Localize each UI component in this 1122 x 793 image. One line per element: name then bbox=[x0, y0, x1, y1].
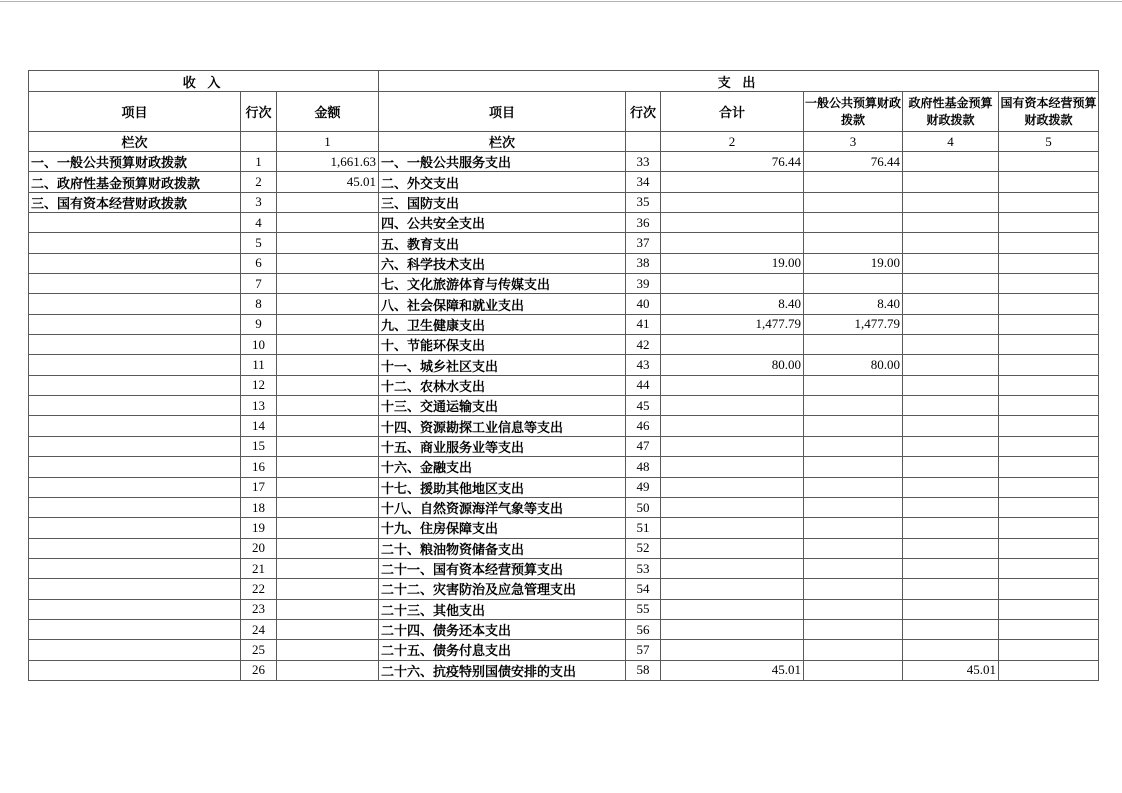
expenditure-total-cell: 80.00 bbox=[661, 355, 804, 375]
expenditure-fund-cell bbox=[903, 314, 999, 334]
expenditure-general-cell: 80.00 bbox=[804, 355, 903, 375]
income-amount-cell bbox=[277, 477, 379, 497]
expenditure-total-cell bbox=[661, 599, 804, 619]
expenditure-item-cell: 二十六、抗疫特别国债安排的支出 bbox=[379, 660, 626, 680]
expenditure-colindex-label: 栏次 bbox=[379, 132, 626, 152]
expenditure-item-cell: 三、国防支出 bbox=[379, 192, 626, 212]
income-rowno-cell: 3 bbox=[241, 192, 277, 212]
expenditure-capital-cell bbox=[999, 497, 1099, 517]
expenditure-total-cell bbox=[661, 538, 804, 558]
expenditure-item-cell: 二十四、债务还本支出 bbox=[379, 619, 626, 639]
expenditure-general-cell bbox=[804, 497, 903, 517]
expenditure-general-cell bbox=[804, 274, 903, 294]
income-rowno-cell: 16 bbox=[241, 457, 277, 477]
income-rowno-colindex bbox=[241, 132, 277, 152]
expenditure-capital-cell bbox=[999, 192, 1099, 212]
income-rowno-cell: 13 bbox=[241, 396, 277, 416]
expenditure-capital-cell bbox=[999, 213, 1099, 233]
income-colindex-label: 栏次 bbox=[29, 132, 241, 152]
column-header-row bbox=[29, 92, 1099, 132]
income-item-cell bbox=[29, 619, 241, 639]
income-item-cell bbox=[29, 599, 241, 619]
table-row bbox=[29, 274, 1099, 294]
expenditure-item-cell: 四、公共安全支出 bbox=[379, 213, 626, 233]
income-amount-cell: 45.01 bbox=[277, 172, 379, 192]
expenditure-item-cell: 二、外交支出 bbox=[379, 172, 626, 192]
expenditure-fund-cell bbox=[903, 579, 999, 599]
expenditure-fund-cell bbox=[903, 538, 999, 558]
table-row bbox=[29, 477, 1099, 497]
expenditure-item-cell: 九、卫生健康支出 bbox=[379, 314, 626, 334]
expenditure-rowno-cell: 48 bbox=[626, 457, 661, 477]
income-item-cell bbox=[29, 294, 241, 314]
expenditure-item-cell: 十四、资源勘探工业信息等支出 bbox=[379, 416, 626, 436]
expenditure-general-cell bbox=[804, 640, 903, 660]
income-rowno-cell: 26 bbox=[241, 660, 277, 680]
expenditure-rowno-cell: 58 bbox=[626, 660, 661, 680]
expenditure-item-cell: 一、一般公共服务支出 bbox=[379, 152, 626, 172]
expenditure-general-cell bbox=[804, 599, 903, 619]
income-rowno-cell: 17 bbox=[241, 477, 277, 497]
income-rowno-cell: 12 bbox=[241, 375, 277, 395]
expenditure-general-cell bbox=[804, 213, 903, 233]
income-rowno-cell: 1 bbox=[241, 152, 277, 172]
table-row bbox=[29, 518, 1099, 538]
expenditure-rowno-cell: 38 bbox=[626, 253, 661, 273]
income-amount-cell bbox=[277, 457, 379, 477]
expenditure-rowno-cell: 44 bbox=[626, 375, 661, 395]
expenditure-fund-cell bbox=[903, 518, 999, 538]
expenditure-rowno-cell: 46 bbox=[626, 416, 661, 436]
expenditure-general-cell bbox=[804, 660, 903, 680]
expenditure-capital-cell bbox=[999, 335, 1099, 355]
expenditure-total-cell bbox=[661, 335, 804, 355]
expenditure-capital-cell bbox=[999, 152, 1099, 172]
income-amount-cell bbox=[277, 335, 379, 355]
expenditure-rowno-cell: 57 bbox=[626, 640, 661, 660]
expenditure-total-cell bbox=[661, 213, 804, 233]
income-item-cell bbox=[29, 375, 241, 395]
expenditure-fund-cell bbox=[903, 355, 999, 375]
expenditure-capital-cell bbox=[999, 355, 1099, 375]
expenditure-rowno-cell: 35 bbox=[626, 192, 661, 212]
income-rowno-cell: 11 bbox=[241, 355, 277, 375]
table-row bbox=[29, 375, 1099, 395]
expenditure-total-cell: 8.40 bbox=[661, 294, 804, 314]
table-row bbox=[29, 253, 1099, 273]
expenditure-total-cell: 76.44 bbox=[661, 152, 804, 172]
table-row bbox=[29, 233, 1099, 253]
expenditure-general-cell bbox=[804, 436, 903, 456]
income-item-cell bbox=[29, 274, 241, 294]
expenditure-item-cell: 二十、粮油物资储备支出 bbox=[379, 538, 626, 558]
expenditure-item-cell: 二十一、国有资本经营预算支出 bbox=[379, 558, 626, 578]
expenditure-total-cell bbox=[661, 579, 804, 599]
expenditure-fund-cell bbox=[903, 497, 999, 517]
expenditure-rowno-colindex bbox=[626, 132, 661, 152]
table-row bbox=[29, 192, 1099, 212]
income-amount-cell bbox=[277, 497, 379, 517]
expenditure-general-colindex: 3 bbox=[804, 132, 903, 152]
income-item-cell bbox=[29, 335, 241, 355]
expenditure-item-cell: 五、教育支出 bbox=[379, 233, 626, 253]
expenditure-capital-cell bbox=[999, 518, 1099, 538]
income-rowno-cell: 6 bbox=[241, 253, 277, 273]
expenditure-total-cell bbox=[661, 619, 804, 639]
table-row bbox=[29, 558, 1099, 578]
page-top-border bbox=[0, 1, 1122, 2]
expenditure-total-cell bbox=[661, 436, 804, 456]
income-amount-cell bbox=[277, 640, 379, 660]
expenditure-item-cell: 十八、自然资源海洋气象等支出 bbox=[379, 497, 626, 517]
expenditure-item-cell: 二十二、灾害防治及应急管理支出 bbox=[379, 579, 626, 599]
expenditure-total-cell bbox=[661, 497, 804, 517]
expenditure-fund-cell bbox=[903, 396, 999, 416]
expenditure-rowno-cell: 49 bbox=[626, 477, 661, 497]
income-rowno-header: 行次 bbox=[241, 92, 277, 132]
income-rowno-cell: 20 bbox=[241, 538, 277, 558]
expenditure-rowno-cell: 40 bbox=[626, 294, 661, 314]
expenditure-capital-cell bbox=[999, 396, 1099, 416]
expenditure-state-capital-header: 国有资本经营预算财政拨款 bbox=[999, 92, 1099, 132]
income-rowno-cell: 24 bbox=[241, 619, 277, 639]
income-amount-cell bbox=[277, 619, 379, 639]
income-rowno-cell: 22 bbox=[241, 579, 277, 599]
expenditure-item-cell: 六、科学技术支出 bbox=[379, 253, 626, 273]
expenditure-rowno-cell: 41 bbox=[626, 314, 661, 334]
expenditure-general-cell bbox=[804, 233, 903, 253]
income-rowno-cell: 18 bbox=[241, 497, 277, 517]
expenditure-total-cell bbox=[661, 172, 804, 192]
section-title-row bbox=[29, 71, 1099, 92]
table-row bbox=[29, 416, 1099, 436]
income-amount-cell bbox=[277, 294, 379, 314]
expenditure-capital-cell bbox=[999, 436, 1099, 456]
income-item-cell bbox=[29, 233, 241, 253]
income-item-cell: 一、一般公共预算财政拨款 bbox=[29, 152, 241, 172]
income-amount-cell bbox=[277, 274, 379, 294]
expenditure-capital-cell bbox=[999, 599, 1099, 619]
income-rowno-cell: 7 bbox=[241, 274, 277, 294]
expenditure-general-cell bbox=[804, 619, 903, 639]
expenditure-fund-cell: 45.01 bbox=[903, 660, 999, 680]
expenditure-rowno-header: 行次 bbox=[626, 92, 661, 132]
income-item-cell bbox=[29, 436, 241, 456]
expenditure-rowno-cell: 52 bbox=[626, 538, 661, 558]
column-index-row bbox=[29, 132, 1099, 152]
expenditure-fund-cell bbox=[903, 599, 999, 619]
expenditure-section-title: 支 出 bbox=[379, 71, 1099, 92]
expenditure-capital-cell bbox=[999, 640, 1099, 660]
expenditure-general-cell bbox=[804, 558, 903, 578]
expenditure-item-cell: 十五、商业服务业等支出 bbox=[379, 436, 626, 456]
income-item-header: 项目 bbox=[29, 92, 241, 132]
expenditure-item-cell: 十二、农林水支出 bbox=[379, 375, 626, 395]
table-row bbox=[29, 314, 1099, 334]
expenditure-item-cell: 八、社会保障和就业支出 bbox=[379, 294, 626, 314]
expenditure-fund-cell bbox=[903, 274, 999, 294]
expenditure-capital-cell bbox=[999, 457, 1099, 477]
income-amount-cell: 1,661.63 bbox=[277, 152, 379, 172]
income-item-cell bbox=[29, 253, 241, 273]
expenditure-rowno-cell: 47 bbox=[626, 436, 661, 456]
income-item-cell bbox=[29, 477, 241, 497]
expenditure-item-cell: 七、文化旅游体育与传媒支出 bbox=[379, 274, 626, 294]
income-rowno-cell: 15 bbox=[241, 436, 277, 456]
income-item-cell bbox=[29, 558, 241, 578]
income-rowno-cell: 21 bbox=[241, 558, 277, 578]
expenditure-fund-cell bbox=[903, 233, 999, 253]
expenditure-rowno-cell: 34 bbox=[626, 172, 661, 192]
table-row bbox=[29, 497, 1099, 517]
expenditure-general-cell bbox=[804, 192, 903, 212]
income-rowno-cell: 14 bbox=[241, 416, 277, 436]
expenditure-fund-cell bbox=[903, 152, 999, 172]
expenditure-capital-cell bbox=[999, 619, 1099, 639]
income-amount-cell bbox=[277, 599, 379, 619]
income-item-cell bbox=[29, 579, 241, 599]
expenditure-capital-cell bbox=[999, 233, 1099, 253]
expenditure-capital-colindex: 5 bbox=[999, 132, 1099, 152]
income-rowno-cell: 23 bbox=[241, 599, 277, 619]
expenditure-general-cell bbox=[804, 416, 903, 436]
table-body bbox=[29, 152, 1099, 681]
expenditure-fund-cell bbox=[903, 192, 999, 212]
expenditure-rowno-cell: 37 bbox=[626, 233, 661, 253]
expenditure-general-cell bbox=[804, 375, 903, 395]
income-rowno-cell: 2 bbox=[241, 172, 277, 192]
income-rowno-cell: 10 bbox=[241, 335, 277, 355]
expenditure-rowno-cell: 55 bbox=[626, 599, 661, 619]
income-item-cell bbox=[29, 213, 241, 233]
expenditure-fund-cell bbox=[903, 640, 999, 660]
expenditure-capital-cell bbox=[999, 274, 1099, 294]
expenditure-total-cell bbox=[661, 192, 804, 212]
expenditure-capital-cell bbox=[999, 416, 1099, 436]
income-amount-header: 金额 bbox=[277, 92, 379, 132]
income-item-cell: 二、政府性基金预算财政拨款 bbox=[29, 172, 241, 192]
table-row bbox=[29, 619, 1099, 639]
table-row bbox=[29, 660, 1099, 680]
expenditure-general-cell: 8.40 bbox=[804, 294, 903, 314]
expenditure-capital-cell bbox=[999, 375, 1099, 395]
income-item-cell bbox=[29, 538, 241, 558]
expenditure-general-cell: 76.44 bbox=[804, 152, 903, 172]
expenditure-rowno-cell: 51 bbox=[626, 518, 661, 538]
expenditure-capital-cell bbox=[999, 660, 1099, 680]
budget-table bbox=[28, 70, 1099, 681]
expenditure-capital-cell bbox=[999, 253, 1099, 273]
income-rowno-cell: 9 bbox=[241, 314, 277, 334]
income-amount-cell bbox=[277, 579, 379, 599]
income-amount-cell bbox=[277, 213, 379, 233]
expenditure-fund-cell bbox=[903, 477, 999, 497]
income-amount-cell bbox=[277, 192, 379, 212]
income-rowno-cell: 4 bbox=[241, 213, 277, 233]
expenditure-general-cell bbox=[804, 477, 903, 497]
expenditure-fund-cell bbox=[903, 253, 999, 273]
expenditure-fund-cell bbox=[903, 457, 999, 477]
expenditure-general-cell bbox=[804, 457, 903, 477]
expenditure-fund-cell bbox=[903, 416, 999, 436]
income-rowno-cell: 19 bbox=[241, 518, 277, 538]
income-amount-cell bbox=[277, 436, 379, 456]
income-rowno-cell: 25 bbox=[241, 640, 277, 660]
income-amount-cell bbox=[277, 355, 379, 375]
income-item-cell: 三、国有资本经营财政拨款 bbox=[29, 192, 241, 212]
income-amount-colindex: 1 bbox=[277, 132, 379, 152]
expenditure-fund-cell bbox=[903, 619, 999, 639]
expenditure-item-cell: 二十三、其他支出 bbox=[379, 599, 626, 619]
table-row bbox=[29, 396, 1099, 416]
income-amount-cell bbox=[277, 518, 379, 538]
expenditure-general-cell: 1,477.79 bbox=[804, 314, 903, 334]
expenditure-total-colindex: 2 bbox=[661, 132, 804, 152]
expenditure-rowno-cell: 42 bbox=[626, 335, 661, 355]
expenditure-rowno-cell: 54 bbox=[626, 579, 661, 599]
income-item-cell bbox=[29, 518, 241, 538]
table-row bbox=[29, 335, 1099, 355]
table-row bbox=[29, 457, 1099, 477]
expenditure-capital-cell bbox=[999, 579, 1099, 599]
expenditure-rowno-cell: 53 bbox=[626, 558, 661, 578]
income-amount-cell bbox=[277, 396, 379, 416]
income-amount-cell bbox=[277, 660, 379, 680]
income-item-cell bbox=[29, 497, 241, 517]
expenditure-govt-fund-header: 政府性基金预算财政拨款 bbox=[903, 92, 999, 132]
income-amount-cell bbox=[277, 416, 379, 436]
expenditure-fund-cell bbox=[903, 335, 999, 355]
expenditure-total-cell bbox=[661, 416, 804, 436]
expenditure-general-cell bbox=[804, 518, 903, 538]
expenditure-fund-cell bbox=[903, 436, 999, 456]
expenditure-general-cell bbox=[804, 335, 903, 355]
expenditure-capital-cell bbox=[999, 172, 1099, 192]
table-row bbox=[29, 538, 1099, 558]
expenditure-item-header: 项目 bbox=[379, 92, 626, 132]
income-item-cell bbox=[29, 396, 241, 416]
expenditure-total-cell bbox=[661, 518, 804, 538]
income-amount-cell bbox=[277, 233, 379, 253]
income-item-cell bbox=[29, 314, 241, 334]
table-row bbox=[29, 599, 1099, 619]
expenditure-general-cell: 19.00 bbox=[804, 253, 903, 273]
income-amount-cell bbox=[277, 314, 379, 334]
expenditure-total-cell bbox=[661, 640, 804, 660]
expenditure-rowno-cell: 56 bbox=[626, 619, 661, 639]
expenditure-rowno-cell: 36 bbox=[626, 213, 661, 233]
expenditure-total-cell bbox=[661, 457, 804, 477]
expenditure-fund-cell bbox=[903, 213, 999, 233]
expenditure-item-cell: 十三、交通运输支出 bbox=[379, 396, 626, 416]
expenditure-total-cell bbox=[661, 274, 804, 294]
income-amount-cell bbox=[277, 253, 379, 273]
expenditure-total-header: 合计 bbox=[661, 92, 804, 132]
table-row bbox=[29, 436, 1099, 456]
income-rowno-cell: 5 bbox=[241, 233, 277, 253]
expenditure-item-cell: 二十五、债务付息支出 bbox=[379, 640, 626, 660]
expenditure-rowno-cell: 33 bbox=[626, 152, 661, 172]
expenditure-total-cell: 45.01 bbox=[661, 660, 804, 680]
expenditure-general-cell bbox=[804, 538, 903, 558]
expenditure-rowno-cell: 45 bbox=[626, 396, 661, 416]
expenditure-rowno-cell: 50 bbox=[626, 497, 661, 517]
income-amount-cell bbox=[277, 375, 379, 395]
income-item-cell bbox=[29, 457, 241, 477]
expenditure-general-cell bbox=[804, 172, 903, 192]
expenditure-fund-colindex: 4 bbox=[903, 132, 999, 152]
expenditure-fund-cell bbox=[903, 558, 999, 578]
table-row bbox=[29, 355, 1099, 375]
income-item-cell bbox=[29, 640, 241, 660]
expenditure-total-cell bbox=[661, 375, 804, 395]
expenditure-capital-cell bbox=[999, 294, 1099, 314]
expenditure-item-cell: 十、节能环保支出 bbox=[379, 335, 626, 355]
expenditure-rowno-cell: 43 bbox=[626, 355, 661, 375]
expenditure-capital-cell bbox=[999, 558, 1099, 578]
expenditure-general-cell bbox=[804, 396, 903, 416]
table-row bbox=[29, 152, 1099, 172]
expenditure-total-cell bbox=[661, 233, 804, 253]
income-item-cell bbox=[29, 355, 241, 375]
expenditure-total-cell: 19.00 bbox=[661, 253, 804, 273]
expenditure-total-cell bbox=[661, 477, 804, 497]
expenditure-total-cell bbox=[661, 558, 804, 578]
expenditure-rowno-cell: 39 bbox=[626, 274, 661, 294]
expenditure-item-cell: 十七、援助其他地区支出 bbox=[379, 477, 626, 497]
income-amount-cell bbox=[277, 558, 379, 578]
expenditure-fund-cell bbox=[903, 172, 999, 192]
expenditure-total-cell bbox=[661, 396, 804, 416]
expenditure-capital-cell bbox=[999, 538, 1099, 558]
expenditure-general-cell bbox=[804, 579, 903, 599]
income-rowno-cell: 8 bbox=[241, 294, 277, 314]
expenditure-item-cell: 十六、金融支出 bbox=[379, 457, 626, 477]
table-row bbox=[29, 640, 1099, 660]
expenditure-capital-cell bbox=[999, 477, 1099, 497]
table-row bbox=[29, 294, 1099, 314]
income-section-title: 收 入 bbox=[29, 71, 379, 92]
income-amount-cell bbox=[277, 538, 379, 558]
expenditure-fund-cell bbox=[903, 294, 999, 314]
income-item-cell bbox=[29, 416, 241, 436]
table-row bbox=[29, 579, 1099, 599]
expenditure-total-cell: 1,477.79 bbox=[661, 314, 804, 334]
expenditure-item-cell: 十九、住房保障支出 bbox=[379, 518, 626, 538]
expenditure-fund-cell bbox=[903, 375, 999, 395]
income-item-cell bbox=[29, 660, 241, 680]
expenditure-general-budget-header: 一般公共预算财政拨款 bbox=[804, 92, 903, 132]
expenditure-capital-cell bbox=[999, 314, 1099, 334]
table-row bbox=[29, 213, 1099, 233]
expenditure-item-cell: 十一、城乡社区支出 bbox=[379, 355, 626, 375]
table-row bbox=[29, 172, 1099, 192]
